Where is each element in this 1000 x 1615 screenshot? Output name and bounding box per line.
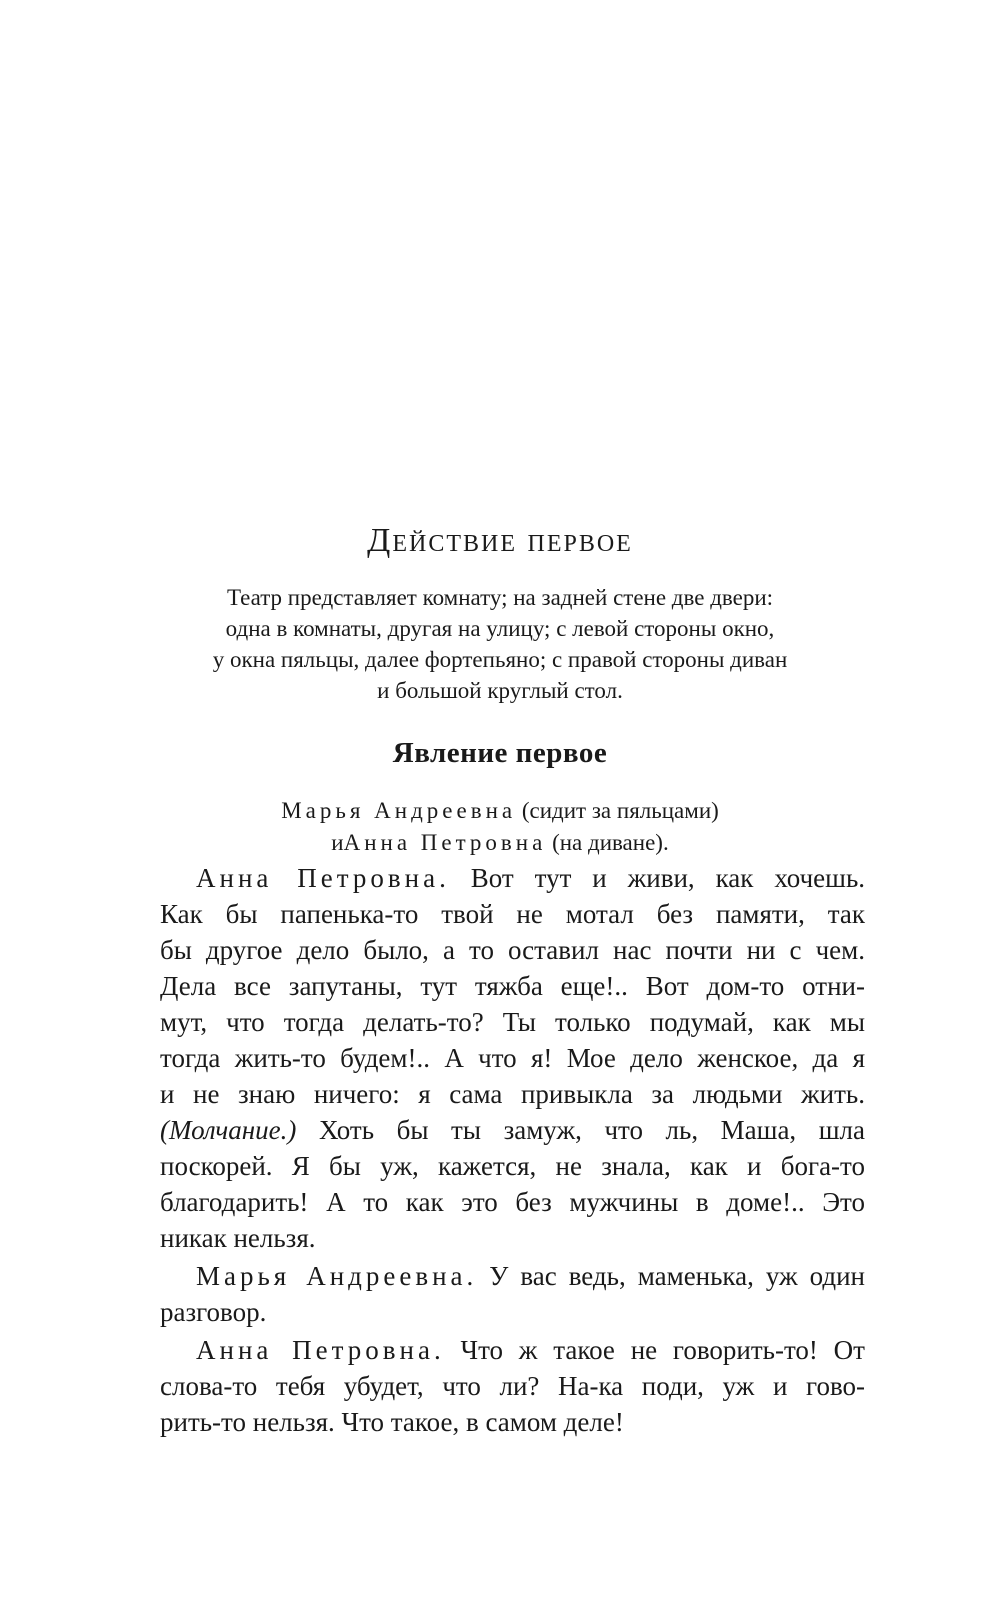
stage-direction: [150, 582, 850, 706]
stage-direction-line: Театр представляет комнату; на задней стене две двери:: [226, 585, 774, 610]
text-line: [160, 1112, 865, 1148]
text-line: поскорей. Я бы уж, кажется, не знала, как и бога-то: [160, 1151, 865, 1181]
text-line: слова-то тебя убудет, что ли? На-ка поди, уж и гово-: [160, 1371, 865, 1401]
stage-direction-line: одна в комнаты, другая на улицу; с левой стороны окно,: [225, 616, 775, 641]
scene-title: Явление первое: [392, 737, 608, 769]
speech-text: Что ж такое не говорить-то! От: [460, 1335, 865, 1365]
speech-text: У вас ведь, маменька, уж один: [489, 1261, 865, 1291]
speech-block: [160, 1258, 865, 1330]
text-line: Дела все запутаны, тут тяжба еще!.. Вот дом-то отни-: [160, 971, 865, 1001]
speech-block: [160, 1332, 865, 1440]
cast-note: (сидит за пяльцами): [521, 798, 719, 823]
speech-text: Хоть бы ты замуж, что ль, Маша, шла: [318, 1115, 866, 1145]
speech-text: Вот тут и живи, как хочешь.: [470, 863, 866, 893]
text-line: разговор.: [160, 1297, 267, 1327]
text-line: [160, 1332, 865, 1368]
stage-direction-line: и большой круглый стол.: [377, 678, 623, 703]
stage-remark: (Молчание.): [160, 1115, 297, 1145]
text-line: мут, что тогда делать-то? Ты только подумай, как мы: [160, 1007, 865, 1037]
speaker-name: Марья Андреевна.: [196, 1261, 478, 1291]
text-line: Как бы папенька-то твой не мотал без памяти, так: [160, 899, 865, 929]
act-title: Действие первое: [367, 522, 633, 559]
cast-line: [150, 795, 850, 827]
scene-cast: [150, 795, 850, 859]
text-line: бы другое дело было, а то оставил нас почти ни с чем.: [160, 935, 865, 965]
speech-block: [160, 860, 865, 1256]
speaker-name: Анна Петровна.: [196, 863, 450, 893]
cast-line: [150, 827, 850, 859]
stage-direction-line: у окна пяльцы, далее фортепьяно; с правой стороны диван: [212, 647, 788, 672]
speaker-name: Анна Петровна.: [196, 1335, 445, 1365]
character-name: Марья Андреевна: [281, 798, 517, 823]
text-line: благодарить! А то как это без мужчины в доме!.. Это: [160, 1187, 865, 1217]
text-line: и не знаю ничего: я сама привыкла за людьми жить.: [160, 1079, 865, 1109]
cast-note: (на диване).: [552, 830, 669, 855]
dialogue: [160, 860, 865, 1442]
text-line: тогда жить-то будем!.. А что я! Мое дело женское, да я: [160, 1043, 865, 1073]
cast-conjunction: и: [331, 830, 344, 855]
character-name: Анна Петровна: [343, 830, 547, 855]
text-line: [160, 1258, 865, 1294]
text-line: рить-то нельзя. Что такое, в самом деле!: [160, 1407, 624, 1437]
text-line: никак нельзя.: [160, 1223, 316, 1253]
text-line: [160, 860, 865, 896]
